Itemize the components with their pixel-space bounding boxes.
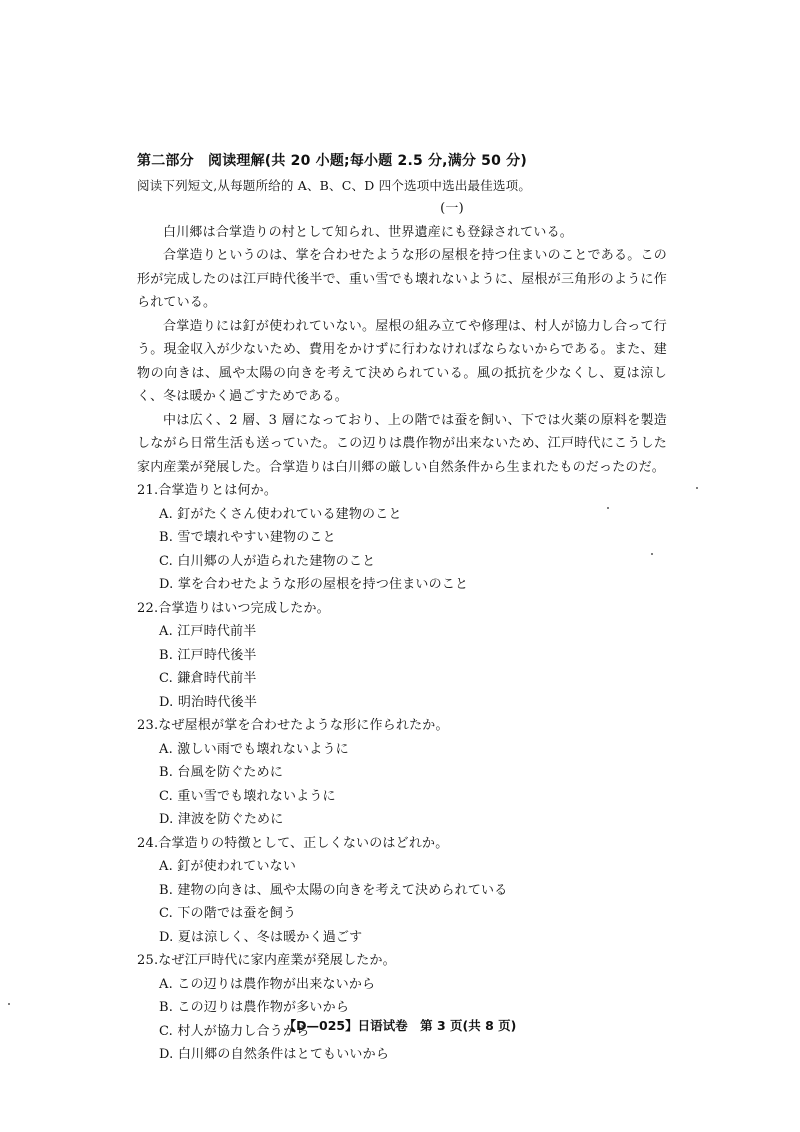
- question-stem: なぜ江戸時代に家内産業が発展したか。: [158, 953, 396, 968]
- option-a: A. 釘が使われていない: [159, 859, 297, 874]
- option-b: B. 台風を防ぐために: [159, 765, 284, 780]
- option-list: [137, 855, 667, 949]
- option-c: C. 村人が協力し合うから: [159, 1023, 310, 1039]
- question-number: 22.: [137, 600, 159, 616]
- passage-number: (一): [440, 201, 464, 216]
- option-b: B. 建物の向きは、風や太陽の向きを考えて決められている: [159, 882, 508, 898]
- option-list: [137, 620, 667, 714]
- option-a: A. 激しい雨でも壊れないように: [159, 741, 349, 757]
- passage-paragraph: 合掌造りには釘が使われていない。屋根の組み立てや修理は、村人が協力し合って行う。現金収入が少ないため、費用をかけずに行わなければならないからである。また、建物の向きは、風や太陽の向きを考えて決められている。風の抵抗を少なくし、夏は涼しく、冬は暖かく過ごすためである。: [137, 318, 667, 404]
- section-instruction: 阅读下列短文,从每题所给的 A、B、C、D 四个选项中选出最佳选项。: [137, 177, 532, 193]
- question-23: [137, 714, 667, 832]
- passage-body: [137, 221, 667, 480]
- option-b: B. 江戸時代後半: [159, 647, 257, 663]
- question-stem: 合掌造りはいつ完成したか。: [158, 600, 330, 616]
- option-b: B. この辺りは農作物が多いから: [159, 1000, 350, 1015]
- scan-speck: [696, 487, 698, 489]
- option-a: A. 釘がたくさん使われている建物のこと: [159, 506, 402, 522]
- question-stem: なぜ屋根が掌を合わせたような形に作られたか。: [158, 718, 449, 733]
- option-c: C. 重い雪でも壊れないように: [159, 788, 336, 804]
- option-a: A. この辺りは農作物が出来ないから: [159, 976, 376, 992]
- option-b: B. 雪で壊れやすい建物のこと: [159, 530, 336, 545]
- question-21: [137, 479, 667, 597]
- question-22: [137, 597, 667, 715]
- question-stem: 合掌造りとは何か。: [158, 483, 278, 498]
- option-d: D. 夏は涼しく、冬は暖かく過ごす: [159, 929, 363, 945]
- question-stem: 合掌造りの特徴として、正しくないのはどれか。: [158, 835, 449, 851]
- question-number: 24.: [137, 835, 159, 851]
- option-d: D. 掌を合わせたような形の屋根を持つ住まいのこと: [159, 577, 469, 592]
- option-c: C. 鎌倉時代前半: [159, 671, 257, 686]
- question-25: [137, 949, 667, 1067]
- option-d: D. 明治時代後半: [159, 694, 258, 710]
- question-number: 21.: [137, 483, 159, 498]
- section-title: 第二部分 阅读理解(共 20 小题;每小题 2.5 分,满分 50 分): [137, 153, 527, 169]
- passage-paragraph: 中は広く、2 層、3 層になっており、上の階では蚕を飼い、下では火薬の原料を製造しながら日常生活も送っていた。この辺りは農作物が出来ないため、江戸時代にこうした家内産業が発展した。合掌造りは白川郷の厳しい自然条件から生まれたものだったのだ。: [137, 412, 667, 475]
- scan-speck: [607, 507, 609, 509]
- option-d: D. 津波を防ぐために: [159, 812, 284, 827]
- question-number: 23.: [137, 718, 159, 733]
- option-list: [137, 738, 667, 832]
- question-number: 25.: [137, 953, 159, 968]
- question-24: [137, 832, 667, 950]
- option-d: D. 白川郷の自然条件はとてもいいから: [159, 1047, 390, 1062]
- passage-paragraph: 白川郷は合掌造りの村として知られ、世界遺産にも登録されている。: [163, 224, 573, 240]
- passage-paragraph: 合掌造りというのは、掌を合わせたような形の屋根を持つ住まいのことである。この形が完成したのは江戸時代後半で、重い雪でも壊れないように、屋根が三角形のように作られている。: [137, 248, 667, 310]
- page-footer: 【D—025】日语试卷 第 3 页(共 8 页): [283, 1018, 517, 1033]
- scan-speck: [8, 1003, 10, 1005]
- reading-section: [137, 150, 667, 1067]
- option-c: C. 下の階では蚕を飼う: [159, 906, 297, 921]
- option-list: [137, 503, 667, 597]
- option-c: C. 白川郷の人が造られた建物のこと: [159, 553, 376, 569]
- option-a: A. 江戸時代前半: [159, 624, 257, 639]
- scan-speck: [651, 553, 653, 555]
